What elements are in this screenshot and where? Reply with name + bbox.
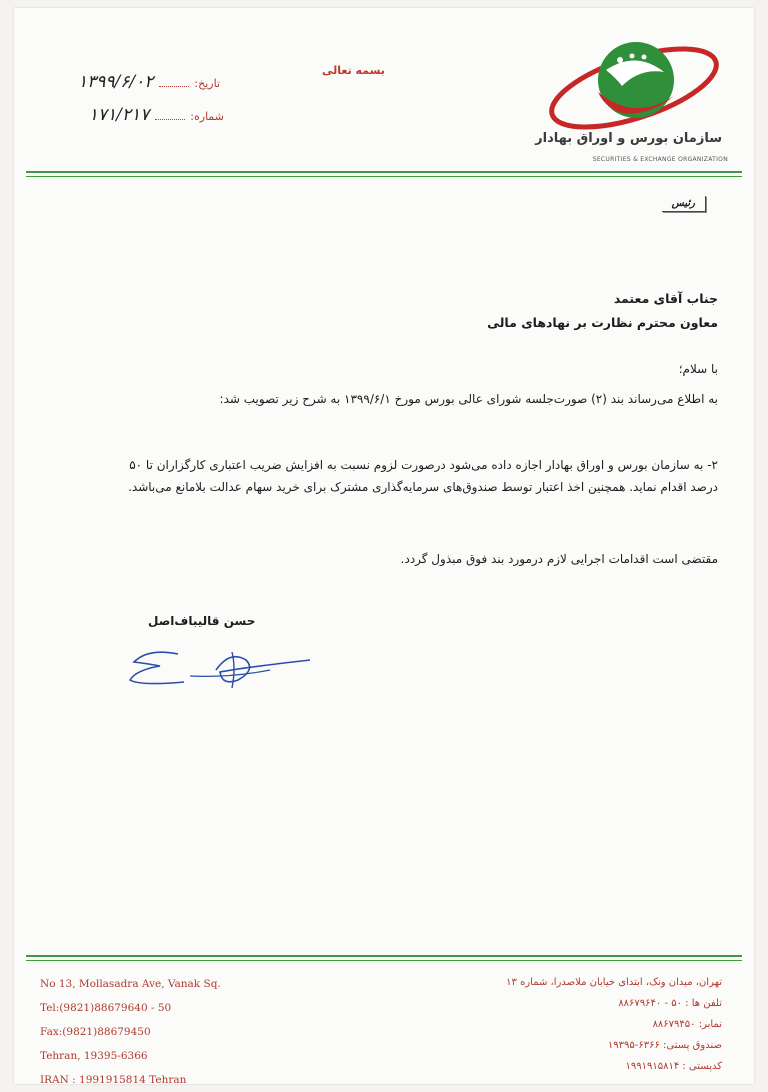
- date-value: ۱۳۹۹/۶/۰۲: [78, 72, 154, 92]
- footer-rule-thin: [26, 960, 742, 961]
- footer-address-fa: [506, 972, 722, 1077]
- footer-fa-line: کدپستی : ۱۹۹۱۹۱۵۸۱۴: [625, 1061, 722, 1072]
- org-name-en: SECURITIES & EXCHANGE ORGANIZATION: [592, 156, 728, 163]
- footer-fa-line: نمابر: ۸۸۶۷۹۴۵۰: [652, 1019, 722, 1030]
- signer-name: حسن قالیباف‌اصل: [148, 614, 256, 628]
- date-label: تاریخ:: [194, 77, 220, 90]
- handwritten-signature: [120, 640, 320, 696]
- footer-fa-line: صندوق پستی: ۶۳۶۶-۱۹۳۹۵: [607, 1040, 722, 1051]
- closing-line: مقتضی است اقدامات اجرایی لازم درمورد بند فوق مبذول گردد.: [400, 552, 718, 566]
- paragraph-intro: به اطلاع می‌رساند بند (۲) صورت‌جلسه شورای عالی بورس مورخ ۱۳۹۹/۶/۱ به شرح زیر تصویب شد:: [219, 392, 718, 406]
- footer-rule: [26, 955, 742, 957]
- footer-en-line: Fax:(9821)88679450: [40, 1026, 151, 1038]
- org-name-fa: سازمان بورس و اوراق بهادار: [535, 131, 722, 146]
- footer-en-line: No 13, Mollasadra Ave, Vanak Sq.: [40, 978, 221, 990]
- footer-fa-line: تلفن ها : ۵۰ - ۸۸۶۷۹۶۴۰: [618, 998, 722, 1009]
- footer-address-en: [40, 972, 221, 1092]
- header-rule: [26, 171, 742, 173]
- recipient-stamp: رئیس: [662, 196, 706, 212]
- footer-fa-line: تهران، میدان ونک، ابتدای خیابان ملاصدرا، شماره ۱۳: [506, 977, 722, 988]
- sec-org-logo: [536, 30, 726, 140]
- greeting: با سلام؛: [678, 362, 718, 376]
- footer-en-line: IRAN : 1991915814 Tehran: [40, 1074, 187, 1086]
- number-value: ۱۷۱/۲۱۷: [88, 105, 150, 125]
- footer-en-line: Tehran, 19395-6366: [40, 1050, 148, 1062]
- footer-en-line: Tel:(9821)88679640 - 50: [40, 1002, 172, 1014]
- basmala: بسمه تعالی: [322, 64, 385, 77]
- number-label: شماره:: [190, 110, 224, 123]
- letter-page: [14, 8, 754, 1084]
- addressee-title: معاون محترم نظارت بر نهادهای مالی: [487, 315, 718, 330]
- paragraph-clause: ۲- به سازمان بورس و اوراق بهادار اجازه داده می‌شود درصورت لزوم نسبت به افزایش ضریب اعتباری کارگزاران تا ۵۰ درصد اقدام نماید. همچنین اخذ اعتبار توسط صندوق‌های سرمایه‌گذاری مشترک برای خرید سهام عدالت بلامانع می‌باشد.: [128, 458, 718, 494]
- header-rule-thin: [26, 176, 742, 177]
- number-field: [26, 105, 224, 125]
- date-field: [30, 72, 220, 92]
- addressee-name: جناب آقای معتمد: [613, 291, 718, 306]
